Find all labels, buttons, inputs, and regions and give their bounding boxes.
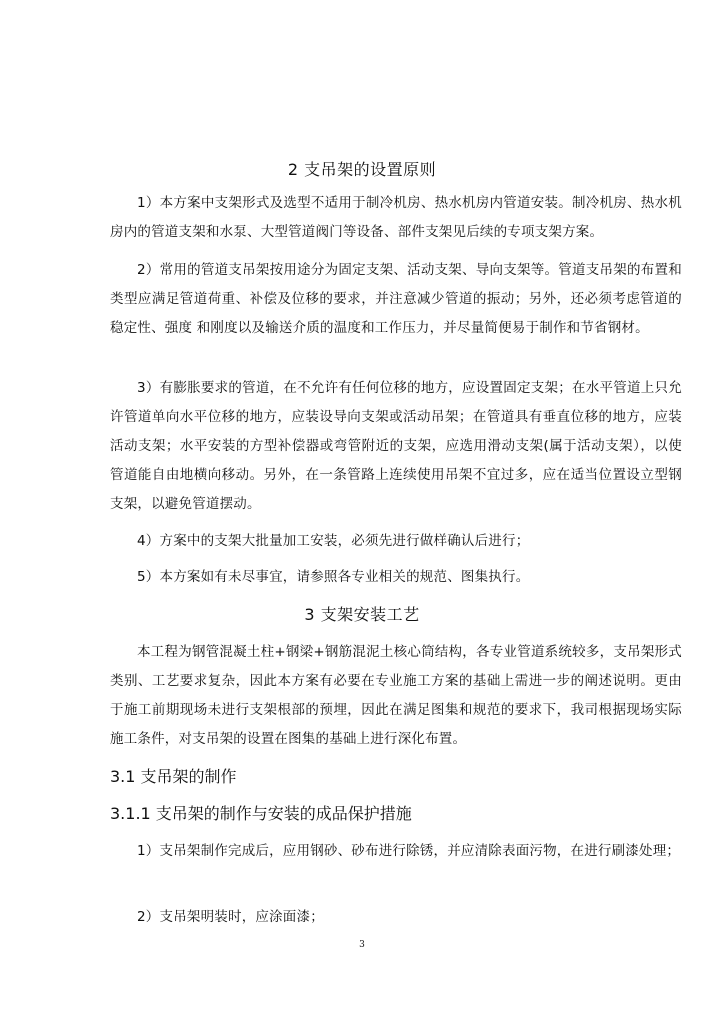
section-3-1-heading: 3.1 支吊架的制作	[110, 767, 237, 786]
section-3-heading: 3 支架安装工艺	[304, 605, 420, 624]
section-2-paragraph-3: 3）有膨胀要求的管道，在不允许有任何位移的地方，应设置固定支架；在水平管道上只允许管道单向水平位移的地方，应装设导向支架或活动吊架；在管道具有垂直位移的地方，应装活动支架；水平安装的方型补偿器或弯管附近的支架，应选用滑动支架(属于活动支架），以使管道能自由地横向移动。另外，在一条管路上连续使用吊架不宜过多，应在适当位置设立型钢支架，以避免管道摆动。	[110, 380, 682, 512]
section-2-paragraph-4: 4）方案中的支架大批量加工安装，必须先进行做样确认后进行；	[137, 533, 530, 549]
section-3-paragraph: 本工程为钢管混凝土柱+钢梁+钢筋混泥土核心筒结构，各专业管道系统较多，支吊架形式类别、工艺要求复杂，因此本方案有必要在专业施工方案的基础上需进一步的阐述说明。更由于施工前期现场未进行支架根部的预埋，因此在满足图集和规范的要求下，我司根据现场实际施工条件，对支吊架的设置在图集的基础上进行深化布置。	[110, 644, 682, 747]
page-number: 3	[359, 940, 365, 950]
section-2-paragraph-2: 2）常用的管道支吊架按用途分为固定支架、活动支架、导向支架等。管道支吊架的布置和类型应满足管道荷重、补偿及位移的要求，并注意减少管道的振动；另外，还必须考虑管道的稳定性、强度 和刚度以及输送介质的温度和工作压力，并尽量简便易于制作和节省钢材。	[110, 262, 682, 336]
section-3-1-1-paragraph-1: 1）支吊架制作完成后，应用钢砂、砂布进行除锈，并应清除表面污物，在进行刷漆处理；	[137, 843, 681, 859]
section-2-heading: 2 支吊架的设置原则	[287, 160, 437, 179]
section-2-paragraph-1: 1）本方案中支架形式及选型不适用于制冷机房、热水机房内管道安装。制冷机房、热水机房内的管道支架和水泵、大型管道阀门等设备、部件支架见后续的专项支架方案。	[110, 195, 682, 240]
section-2-paragraph-5: 5）本方案如有未尽事宜，请参照各专业相关的规范、图集执行。	[137, 569, 530, 585]
section-3-1-1-heading: 3.1.1 支吊架的制作与安装的成品保护措施	[110, 804, 412, 823]
section-3-1-1-paragraph-2: 2）支吊架明装时，应涂面漆；	[137, 909, 324, 925]
